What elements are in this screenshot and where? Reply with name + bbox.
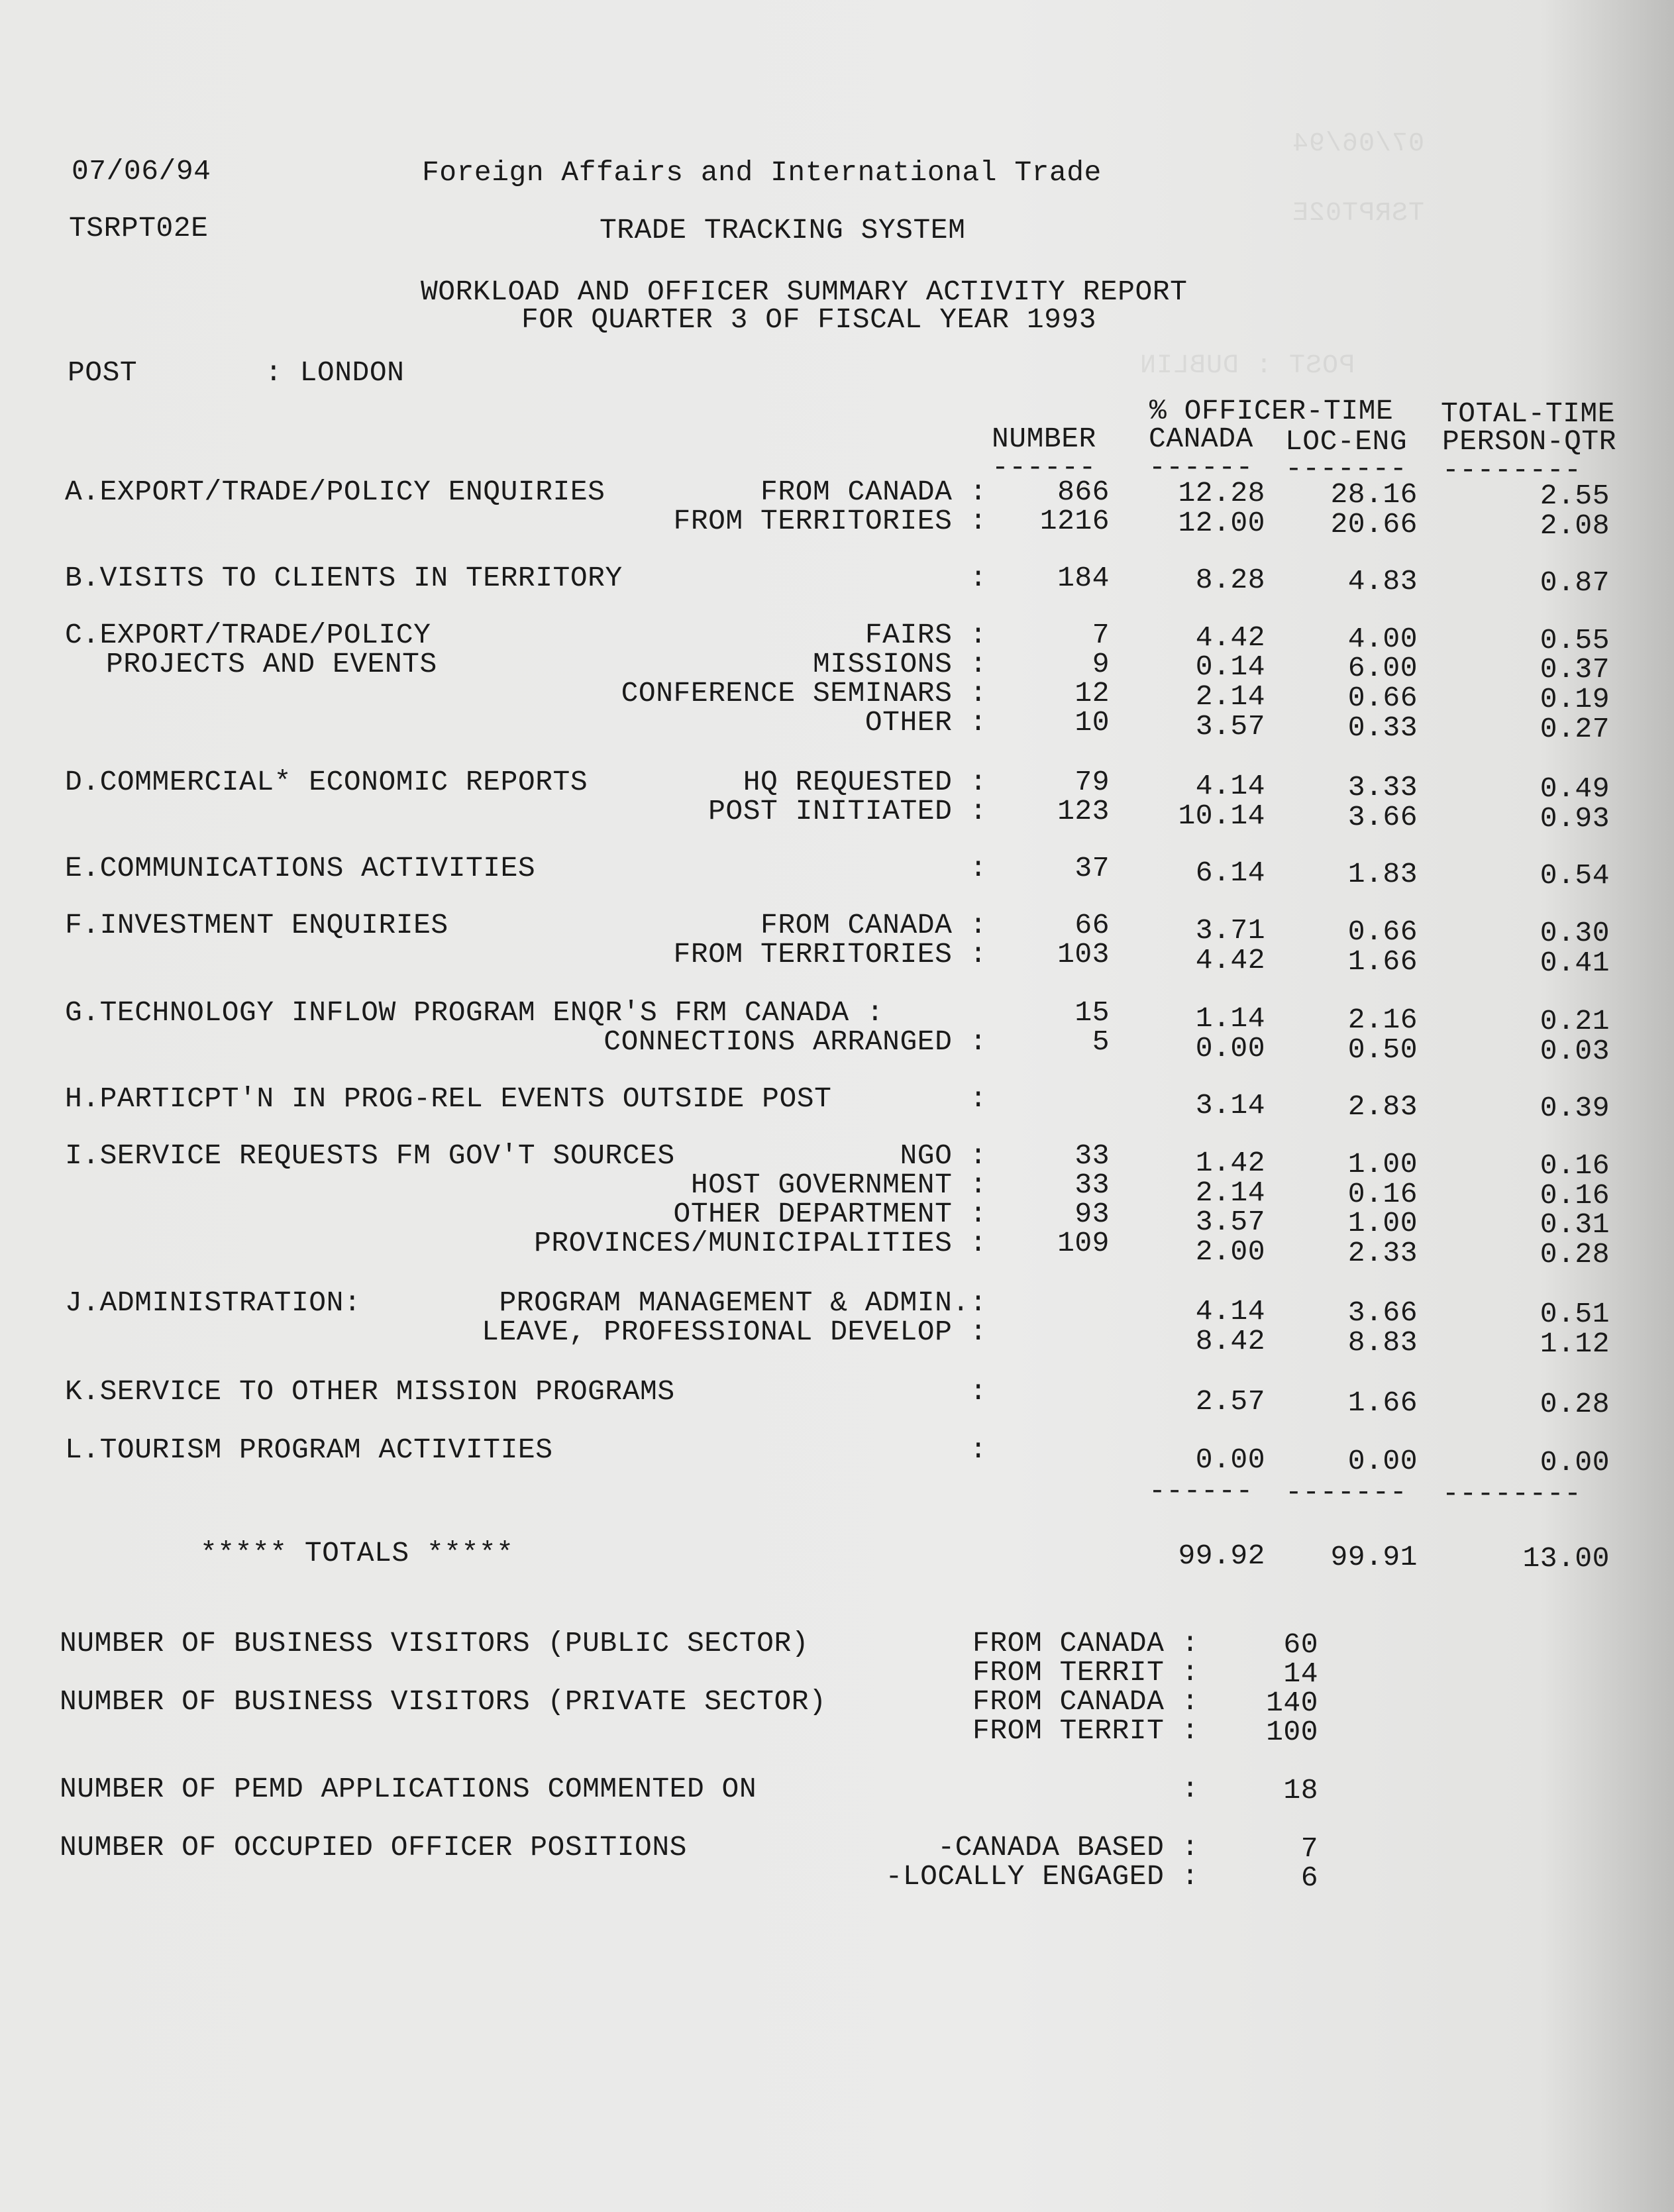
row-subcategory: MISSIONS : [812,648,987,680]
row-number: 103 [1057,938,1110,971]
row-number: 15 [1074,996,1110,1029]
row-canada-pct: 4.42 [1195,621,1265,654]
bleed-through-text: TSRPT02E [1292,199,1425,229]
footer-source: : [1181,1773,1199,1805]
post-value: : LONDON [265,356,405,389]
footer-label: NUMBER OF OCCUPIED OFFICER POSITIONS [60,1831,687,1864]
footer-source: FROM TERRIT : [972,1656,1199,1689]
row-number: 9 [1092,648,1110,680]
col-personqtr-dashes: -------- [1442,454,1582,486]
footer-value: 60 [1283,1628,1318,1661]
footer-source: -CANADA BASED : [937,1831,1199,1864]
row-canada-pct: 2.57 [1195,1385,1265,1418]
footer-source: FROM CANADA : [972,1627,1199,1659]
row-number: 866 [1057,476,1110,508]
row-category: I.SERVICE REQUESTS FM GOV'T SOURCES [65,1139,675,1172]
row-loceng-pct: 20.66 [1330,508,1418,541]
row-personqtr: 0.49 [1540,772,1610,805]
row-personqtr: 0.19 [1540,683,1610,715]
row-category: K.SERVICE TO OTHER MISSION PROGRAMS [65,1375,675,1408]
totals-loceng-dashes: ------- [1285,1476,1408,1508]
row-subcategory: FROM CANADA : [760,476,987,508]
row-subcategory: POST INITIATED : [708,795,987,827]
row-personqtr: 0.55 [1540,624,1610,657]
row-category: J.ADMINISTRATION: [65,1287,362,1319]
col-canada-dashes: ------ [1149,451,1253,484]
row-loceng-pct: 4.00 [1347,623,1418,655]
row-loceng-pct: 0.50 [1347,1033,1418,1066]
totals-loceng: 99.91 [1330,1541,1418,1573]
row-canada-pct: 12.28 [1178,477,1265,509]
row-personqtr: 1.12 [1540,1328,1610,1360]
row-number: 66 [1074,909,1110,941]
row-number: 184 [1057,562,1110,594]
row-subcategory: FROM TERRITORIES : [673,505,987,537]
row-subcategory: FAIRS : [864,619,987,651]
row-loceng-pct: 3.33 [1347,771,1418,804]
footer-value: 7 [1300,1832,1318,1865]
row-category: G.TECHNOLOGY INFLOW PROGRAM ENQR'S FRM CANADA : [65,996,884,1029]
row-personqtr: 0.28 [1540,1238,1610,1271]
footer-source: FROM TERRIT : [972,1714,1199,1747]
row-personqtr: 0.41 [1540,947,1610,979]
row-personqtr: 0.00 [1540,1446,1610,1479]
row-personqtr: 0.21 [1540,1005,1610,1037]
row-subcategory: CONNECTIONS ARRANGED : [603,1026,987,1058]
row-canada-pct: 2.00 [1195,1236,1265,1268]
row-category: H.PARTICPT'N IN PROG-REL EVENTS OUTSIDE POST [65,1082,832,1115]
row-number: 10 [1074,706,1110,739]
row-subcategory: HQ REQUESTED : [743,766,987,798]
total-time-header: TOTAL-TIME [1441,397,1616,430]
row-category: F.INVESTMENT ENQUIRIES [65,909,448,941]
row-canada-pct: 2.14 [1195,1177,1265,1209]
footer-value: 6 [1300,1862,1318,1894]
row-canada-pct: 2.14 [1195,680,1265,713]
row-loceng-pct: 2.16 [1347,1004,1418,1036]
report-title-line-2: FOR QUARTER 3 OF FISCAL YEAR 1993 [521,303,1097,336]
footer-value: 140 [1266,1687,1318,1719]
row-loceng-pct: 8.83 [1347,1326,1418,1359]
row-subcategory: HOST GOVERNMENT : [690,1169,987,1201]
footer-label: NUMBER OF BUSINESS VISITORS (PRIVATE SECTOR) [60,1685,827,1718]
row-personqtr: 0.16 [1540,1149,1610,1182]
row-category: C.EXPORT/TRADE/POLICY [65,619,431,651]
row-number: 93 [1074,1198,1110,1230]
row-loceng-pct: 3.66 [1347,1296,1418,1329]
row-category: L.TOURISM PROGRAM ACTIVITIES [65,1434,553,1466]
row-subcategory: OTHER DEPARTMENT : [673,1198,987,1230]
bleed-through-text: 07/06/94 [1292,129,1425,159]
row-number: 79 [1074,766,1110,798]
row-subcategory: FROM CANADA : [760,909,987,941]
row-loceng-pct: 6.00 [1347,652,1418,684]
row-personqtr: 2.55 [1540,480,1610,512]
row-number: 109 [1057,1227,1110,1259]
row-subcategory: : [969,562,987,594]
row-canada-pct: 4.42 [1195,944,1265,976]
row-number: 1216 [1039,505,1110,537]
row-loceng-pct: 4.83 [1347,565,1418,598]
row-subcategory: : [969,852,987,884]
row-personqtr: 0.16 [1540,1179,1610,1212]
footer-value: 100 [1266,1716,1318,1748]
row-canada-pct: 3.57 [1195,1206,1265,1238]
row-subcategory: : [969,1375,987,1408]
row-canada-pct: 12.00 [1178,507,1265,539]
row-personqtr: 0.37 [1540,653,1610,686]
row-loceng-pct: 1.66 [1347,945,1418,978]
row-loceng-pct: 0.66 [1347,682,1418,714]
row-personqtr: 0.39 [1540,1092,1610,1124]
row-loceng-pct: 0.00 [1347,1445,1418,1477]
row-canada-pct: 6.14 [1195,857,1265,889]
col-loceng-dashes: ------- [1285,452,1408,485]
row-category: PROJECTS AND EVENTS [106,648,437,680]
row-personqtr: 0.54 [1540,859,1610,892]
row-personqtr: 0.03 [1540,1035,1610,1067]
row-loceng-pct: 28.16 [1330,478,1418,511]
report-id: TSRPT02E [69,212,209,244]
row-canada-pct: 3.14 [1195,1089,1265,1122]
post-label: POST [68,356,138,389]
row-subcategory: LEAVE, PROFESSIONAL DEVELOP : [482,1316,987,1348]
officer-time-header: % OFFICER-TIME [1149,395,1394,427]
row-number: 123 [1057,795,1110,827]
row-subcategory: : [969,1434,987,1466]
row-loceng-pct: 0.66 [1347,916,1418,948]
col-personqtr-header: PERSON-QTR [1442,425,1617,458]
row-canada-pct: 10.14 [1178,800,1265,832]
row-personqtr: 0.31 [1540,1208,1610,1241]
totals-label: ***** TOTALS ***** [200,1537,514,1569]
totals-canada: 99.92 [1178,1540,1265,1572]
row-subcategory: OTHER : [864,706,987,739]
row-personqtr: 0.27 [1540,713,1610,745]
row-number: 12 [1074,677,1110,710]
row-loceng-pct: 1.83 [1347,858,1418,890]
row-personqtr: 0.51 [1540,1298,1610,1330]
row-personqtr: 0.87 [1540,566,1610,599]
row-number: 33 [1074,1169,1110,1201]
row-canada-pct: 0.00 [1195,1444,1265,1476]
footer-label: NUMBER OF BUSINESS VISITORS (PUBLIC SECTOR) [60,1627,810,1659]
row-canada-pct: 4.14 [1195,770,1265,802]
report-title-line-1: WORKLOAD AND OFFICER SUMMARY ACTIVITY REPORT [421,276,1188,308]
row-loceng-pct: 3.66 [1347,801,1418,833]
totals-personqtr-dashes: -------- [1442,1477,1582,1510]
row-canada-pct: 1.14 [1195,1002,1265,1035]
organization-name: Foreign Affairs and International Trade [422,156,1102,189]
row-number: 33 [1074,1139,1110,1172]
col-number-dashes: ------ [992,451,1096,484]
row-subcategory: NGO : [900,1139,987,1172]
system-name: TRADE TRACKING SYSTEM [600,214,966,246]
col-number-header: NUMBER [992,423,1096,455]
report-date: 07/06/94 [72,155,211,187]
row-canada-pct: 8.42 [1195,1325,1265,1357]
row-number: 37 [1074,852,1110,884]
footer-label: NUMBER OF PEMD APPLICATIONS COMMENTED ON [60,1773,757,1805]
totals-canada-dashes: ------ [1149,1475,1253,1507]
row-canada-pct: 4.14 [1195,1295,1265,1328]
row-canada-pct: 0.00 [1195,1032,1265,1065]
row-canada-pct: 0.14 [1195,651,1265,683]
row-subcategory: CONFERENCE SEMINARS : [621,677,987,710]
row-subcategory: FROM TERRITORIES : [673,938,987,971]
col-canada-header: CANADA [1149,423,1253,455]
row-category: A.EXPORT/TRADE/POLICY ENQUIRIES [65,476,605,508]
row-canada-pct: 1.42 [1195,1147,1265,1179]
row-number: 7 [1092,619,1110,651]
footer-value: 18 [1283,1774,1318,1807]
row-loceng-pct: 0.16 [1347,1178,1418,1210]
row-loceng-pct: 2.83 [1347,1090,1418,1123]
col-loceng-header: LOC-ENG [1285,425,1408,458]
bleed-through-text: POST : DUBLIN [1139,351,1355,381]
row-subcategory: PROGRAM MANAGEMENT & ADMIN.: [499,1287,987,1319]
row-loceng-pct: 0.33 [1347,711,1418,744]
row-category: D.COMMERCIAL* ECONOMIC REPORTS [65,766,588,798]
row-personqtr: 0.28 [1540,1388,1610,1420]
row-canada-pct: 3.71 [1195,914,1265,947]
row-personqtr: 2.08 [1540,509,1610,542]
row-number: 5 [1092,1026,1110,1058]
footer-value: 14 [1283,1658,1318,1690]
row-loceng-pct: 1.00 [1347,1148,1418,1181]
row-category: E.COMMUNICATIONS ACTIVITIES [65,852,536,884]
row-loceng-pct: 2.33 [1347,1237,1418,1269]
row-canada-pct: 8.28 [1195,564,1265,596]
row-subcategory: PROVINCES/MUNICIPALITIES : [534,1227,987,1259]
row-loceng-pct: 1.66 [1347,1387,1418,1419]
footer-source: FROM CANADA : [972,1685,1199,1718]
footer-source: -LOCALLY ENGAGED : [885,1860,1199,1893]
row-category: B.VISITS TO CLIENTS IN TERRITORY [65,562,623,594]
row-subcategory: : [969,1082,987,1115]
row-personqtr: 0.93 [1540,802,1610,835]
totals-personqtr: 13.00 [1522,1542,1610,1575]
row-canada-pct: 3.57 [1195,710,1265,743]
row-personqtr: 0.30 [1540,917,1610,949]
row-loceng-pct: 1.00 [1347,1207,1418,1239]
